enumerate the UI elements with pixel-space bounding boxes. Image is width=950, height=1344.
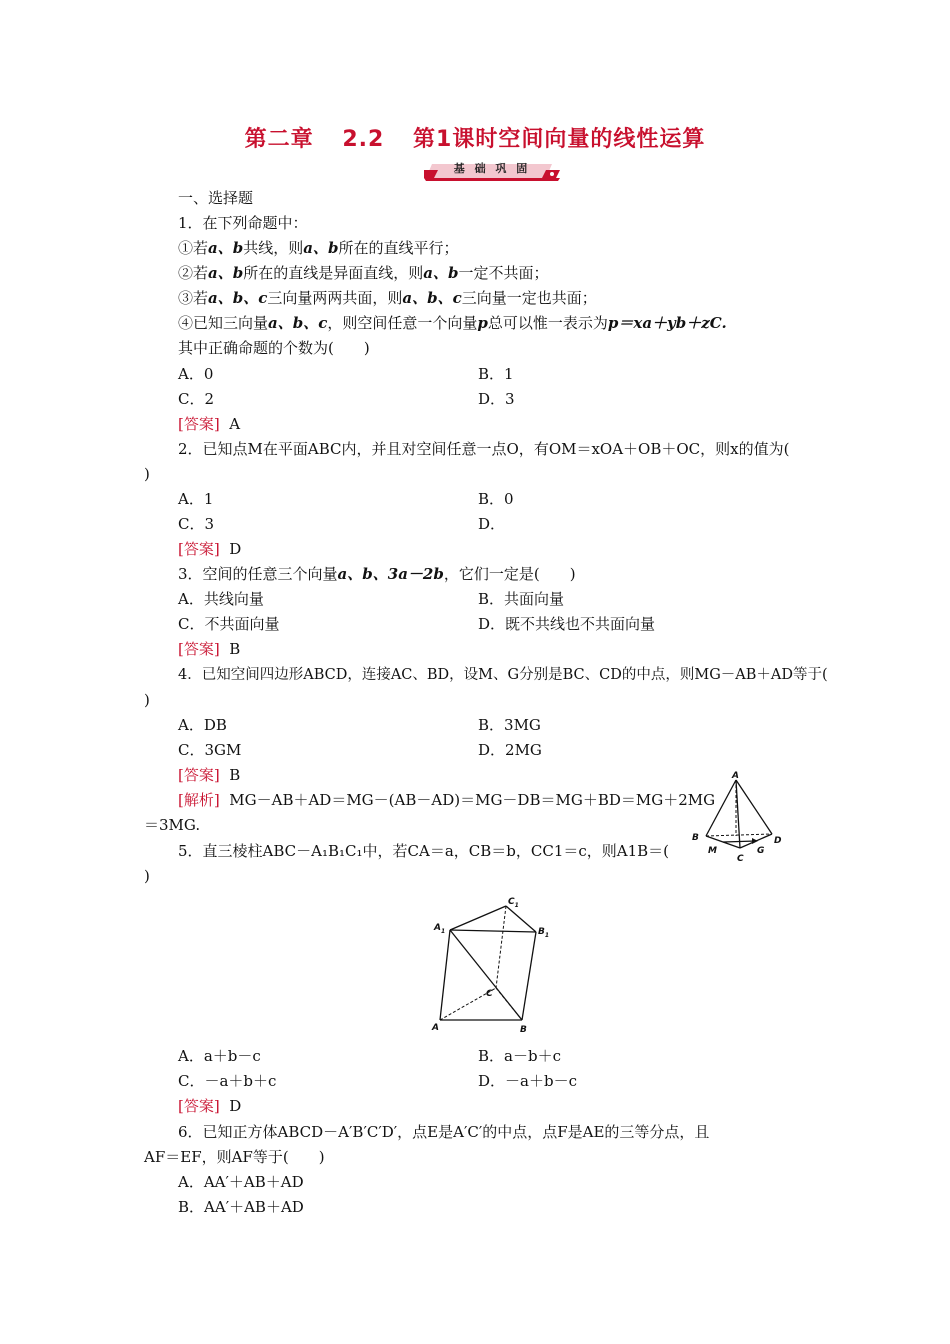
section-heading: 一、选择题: [178, 189, 254, 207]
page-title: [0, 122, 950, 153]
lesson-title: 第1课时空间向量的线性运算: [413, 127, 706, 152]
q1-option-b: B．1: [478, 365, 514, 383]
q4-option-a: A．DB: [178, 716, 227, 734]
q5-option-c: C．－a＋b＋c: [178, 1072, 277, 1090]
q3-answer: [答案] B: [178, 640, 241, 658]
prism-label-b: B: [520, 1025, 527, 1035]
q3-option-d: D．既不共线也不共面向量: [478, 615, 656, 633]
q1-statement-1: ①若a、b共线，则a、b所在的直线平行；: [178, 239, 459, 257]
q4-answer: [答案] B: [178, 766, 241, 784]
q5-stem: 5．直三棱柱ABC－A₁B₁C₁中，若CA＝a，CB＝b，CC1＝c，则A1B＝(: [178, 842, 670, 860]
prism-label-a: A: [432, 1023, 439, 1033]
q3-stem: 3．空间的任意三个向量a、b、3a－2b，它们一定是( ): [178, 565, 576, 583]
q6-stem: 6．已知正方体ABCD－A′B′C′D′，点E是A′C′的中点，点F是AE的三等分点，且: [178, 1123, 710, 1141]
q1-statement-4: ④已知三向量a、b、c，则空间任意一个向量p总可以惟一表示为p＝xa＋yb＋zC.: [178, 314, 727, 332]
fig-label-a: A: [732, 771, 739, 781]
q4-stem-cont: ): [144, 691, 150, 709]
prism-figure: [430, 892, 570, 1042]
q3-option-a: A．共线向量: [178, 590, 264, 608]
q4-analysis-cont: ＝3MG.: [144, 816, 201, 834]
banner-label: 基 础 巩 固: [453, 162, 531, 175]
q1-ask: 其中正确命题的个数为( ): [178, 339, 370, 357]
q5-stem-cont: ): [144, 867, 150, 885]
prism-label-c: C: [486, 989, 493, 999]
q4-option-c: C．3GM: [178, 741, 242, 759]
q4-option-d: D．2MG: [478, 741, 542, 759]
q5-option-a: A．a＋b－c: [178, 1047, 261, 1065]
q6-option-a: A．AA′＋AB＋AD: [178, 1173, 304, 1191]
q2-stem-cont: ): [144, 465, 150, 483]
q1-statement-3: ③若a、b、c三向量两两共面，则a、b、c三向量一定也共面；: [178, 289, 597, 307]
chapter-label: 第二章: [244, 127, 314, 152]
tetrahedron-figure: [686, 768, 786, 868]
q6-stem-cont: AF＝EF，则AF等于( ): [144, 1148, 325, 1166]
q2-stem: 2．已知点M在平面ABC内，并且对空间任意一点O，有OM＝xOA＋OB＋OC，则x的值为(: [178, 440, 790, 458]
prism-label-c1: $C_1$: [508, 897, 519, 909]
q5-answer: [答案] D: [178, 1097, 242, 1115]
fig-label-c: C: [737, 854, 744, 864]
fig-label-b: B: [692, 833, 699, 843]
q2-option-b: B．0: [478, 490, 514, 508]
q1-answer: [答案] A: [178, 415, 241, 433]
q2-option-c: C．3: [178, 515, 215, 533]
q1-option-d: D．3: [478, 390, 515, 408]
q6-option-b: B．AA′＋AB＋AD: [178, 1198, 304, 1216]
q2-option-a: A．1: [178, 490, 214, 508]
prism-label-a1: $A_1$: [434, 923, 446, 935]
q5-option-d: D．－a＋b－c: [478, 1072, 577, 1090]
q3-option-b: B．共面向量: [478, 590, 565, 608]
q4-option-b: B．3MG: [478, 716, 541, 734]
q4-stem: 4．已知空间四边形ABCD，连接AC、BD，设M、G分别是BC、CD的中点，则MG－AB＋AD等于(: [178, 667, 828, 683]
q2-option-d: D．: [478, 515, 506, 533]
q1-stem: 1．在下列命题中：: [178, 214, 308, 232]
q1-statement-2: ②若a、b所在的直线是异面直线，则a、b一定不共面；: [178, 264, 549, 282]
prism-label-b1: $B_1$: [538, 927, 550, 939]
q1-option-c: C．2: [178, 390, 215, 408]
q1-option-a: A．0: [178, 365, 214, 383]
q4-analysis: [解析] MG－AB＋AD＝MG－(AB－AD)＝MG－DB＝MG＋BD＝MG＋2MG: [178, 791, 716, 809]
fig-label-d: D: [774, 836, 782, 846]
q5-option-b: B．a－b＋c: [478, 1047, 561, 1065]
section-number: 2.2: [342, 127, 385, 152]
q2-answer: [答案] D: [178, 540, 242, 558]
fig-label-m: M: [708, 846, 717, 856]
fig-label-g: G: [757, 846, 765, 856]
q3-option-c: C．不共面向量: [178, 615, 280, 633]
